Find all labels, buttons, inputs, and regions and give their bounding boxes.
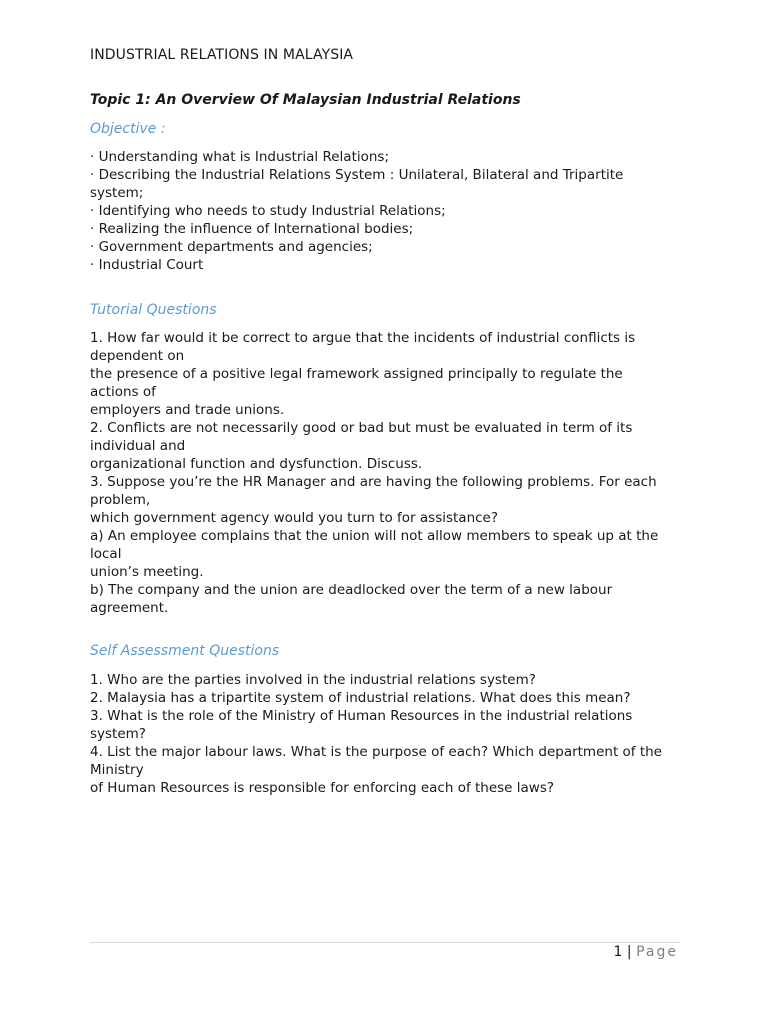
self-assessment-line: of Human Resources is responsible for enforcing each of these laws?: [90, 780, 555, 796]
objective-line: system;: [90, 185, 144, 201]
tutorial-line: organizational function and dysfunction. Discuss.: [90, 456, 423, 472]
self-assessment-line: 1. Who are the parties involved in the industrial relations system?: [90, 672, 536, 688]
tutorial-line: dependent on: [90, 348, 185, 364]
tutorial-questions-list: [90, 329, 690, 617]
tutorial-questions-heading: Tutorial Questions: [90, 302, 217, 318]
tutorial-line: 2. Conflicts are not necessarily good or bad but must be evaluated in term of its: [90, 420, 633, 436]
objective-line: · Describing the Industrial Relations System : Unilateral, Bilateral and Tripartite: [90, 167, 624, 183]
document-header-title: INDUSTRIAL RELATIONS IN MALAYSIA: [90, 47, 354, 63]
objective-heading: Objective :: [90, 121, 166, 137]
footer-divider: [90, 942, 680, 943]
self-assessment-line: 2. Malaysia has a tripartite system of industrial relations. What does this mean?: [90, 690, 631, 706]
topic-title: Topic 1: An Overview Of Malaysian Industrial Relations: [90, 92, 521, 108]
tutorial-line: the presence of a positive legal framework assigned principally to regulate the: [90, 366, 623, 382]
self-assessment-list: [90, 671, 690, 797]
objective-list: [90, 148, 690, 274]
tutorial-line: problem,: [90, 492, 151, 508]
tutorial-line: which government agency would you turn to for assistance?: [90, 510, 499, 526]
tutorial-line: b) The company and the union are deadlocked over the term of a new labour: [90, 582, 613, 598]
self-assessment-line: 3. What is the role of the Ministry of Human Resources in the industrial relations: [90, 708, 633, 724]
tutorial-line: employers and trade unions.: [90, 402, 285, 418]
tutorial-line: agreement.: [90, 600, 169, 616]
page-separator: |: [626, 944, 632, 960]
tutorial-line: actions of: [90, 384, 156, 400]
objective-line: · Identifying who needs to study Industrial Relations;: [90, 203, 446, 219]
objective-line: · Industrial Court: [90, 257, 204, 273]
self-assessment-heading: Self Assessment Questions: [90, 643, 280, 659]
tutorial-line: union’s meeting.: [90, 564, 204, 580]
tutorial-line: a) An employee complains that the union will not allow members to speak up at the: [90, 528, 659, 544]
self-assessment-line: system?: [90, 726, 146, 742]
page-label: Page: [636, 944, 678, 960]
page-number: 1: [613, 944, 623, 960]
tutorial-line: 3. Suppose you’re the HR Manager and are having the following problems. For each: [90, 474, 657, 490]
objective-line: · Realizing the influence of International bodies;: [90, 221, 414, 237]
tutorial-line: local: [90, 546, 122, 562]
self-assessment-line: 4. List the major labour laws. What is the purpose of each? Which department of the: [90, 744, 662, 760]
page-footer: [614, 943, 678, 961]
self-assessment-line: Ministry: [90, 762, 144, 778]
objective-line: · Understanding what is Industrial Relations;: [90, 149, 390, 165]
objective-line: · Government departments and agencies;: [90, 239, 373, 255]
tutorial-line: 1. How far would it be correct to argue that the incidents of industrial conflicts is: [90, 330, 636, 346]
tutorial-line: individual and: [90, 438, 186, 454]
